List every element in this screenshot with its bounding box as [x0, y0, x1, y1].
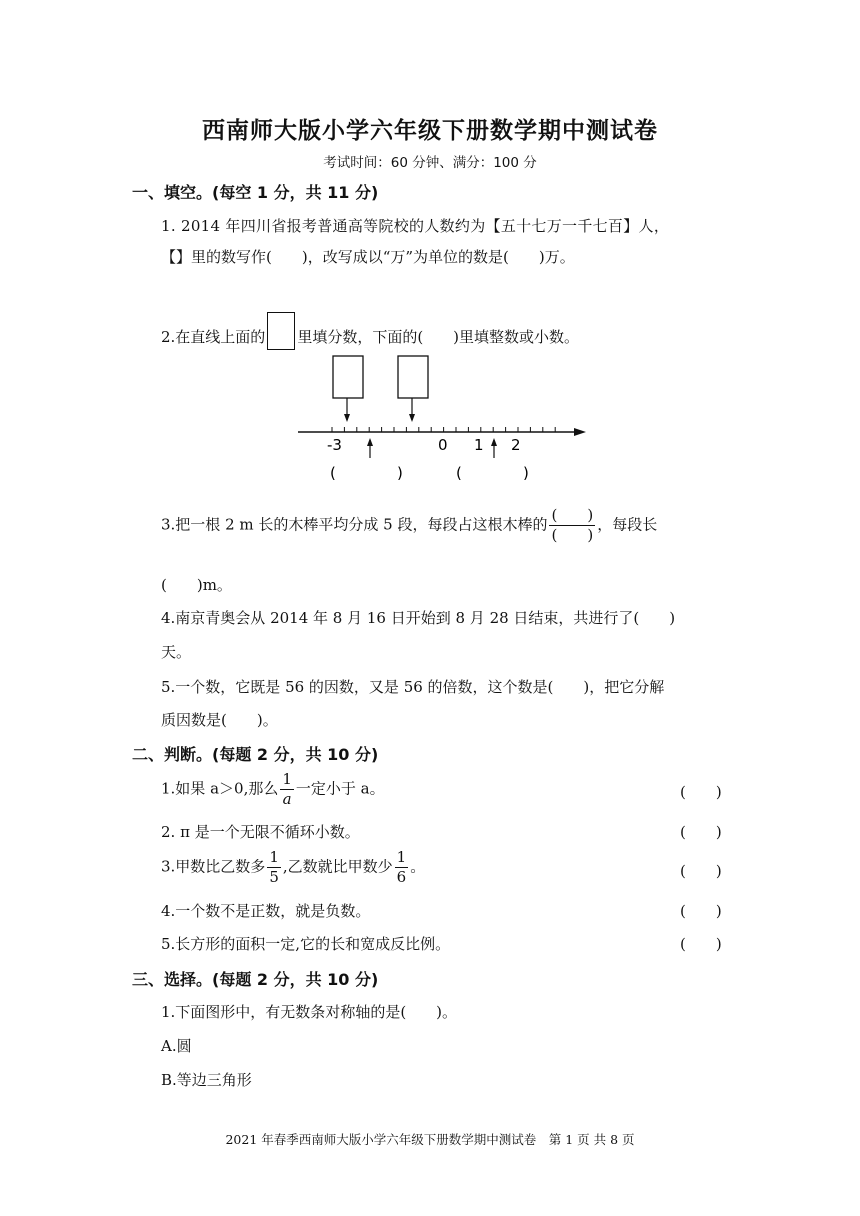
q1-3-fraction: [549, 508, 595, 543]
tick-label-0: 0: [438, 436, 448, 454]
fraction-numerator: 1: [269, 848, 279, 866]
paren-left-close: ): [397, 464, 403, 482]
judge-item-2: 2. π 是一个无限不循环小数。: [161, 823, 360, 841]
axis-ticks: [332, 427, 555, 432]
fraction-numerator: ( ): [551, 506, 594, 524]
judge-3-fraction-2: [395, 850, 409, 885]
q1-1-line1: 1. 2014 年四川省报考普通高等院校的人数约为【五十七万一千七百】人，: [161, 217, 670, 235]
choice-option-b: B.等边三角形: [161, 1071, 252, 1089]
choice-option-a: A.圆: [161, 1037, 192, 1055]
number-line-figure: [290, 350, 600, 490]
judge-3-before: 3.甲数比乙数多: [161, 857, 266, 876]
paren-right-open: (: [456, 464, 462, 482]
tick-label-1: 1: [474, 436, 484, 454]
fraction-numerator: 1: [282, 770, 292, 788]
tick-label-2: 2: [511, 436, 521, 454]
q1-3-line2: ( )m。: [161, 576, 232, 594]
judge-1-answer-paren: ( ): [680, 783, 722, 801]
arrowhead-up-left: [367, 438, 373, 446]
judge-1-after: 一定小于 a。: [295, 779, 385, 798]
q1-3-line1: [161, 508, 657, 543]
upper-box-right: [398, 356, 428, 398]
judge-1-fraction: [280, 772, 294, 807]
q1-2-text-before: 2.在直线上面的: [161, 328, 266, 346]
judge-item-5: 5.长方形的面积一定,它的长和宽成反比例。: [161, 935, 451, 953]
section-1-heading: 一、填空。(每空 1 分，共 11 分): [132, 183, 379, 202]
upper-box-left: [333, 356, 363, 398]
q1-5-line2: 质因数是( )。: [161, 711, 278, 729]
judge-3-middle: ,乙数就比甲数少: [282, 857, 393, 876]
judge-item-1: [161, 772, 385, 807]
fraction-denominator: 5: [269, 868, 279, 886]
section-3-heading: 三、选择。(每题 2 分，共 10 分): [132, 970, 379, 989]
fraction-denominator: 6: [396, 868, 407, 886]
judge-5-answer-paren: ( ): [680, 935, 722, 953]
paren-right-close: ): [523, 464, 529, 482]
arrowhead-down-right: [409, 414, 415, 422]
judge-4-answer-paren: ( ): [680, 902, 722, 920]
q1-4-line1: 4.南京青奥会从 2014 年 8 月 16 日开始到 8 月 28 日结束，共进行了( ): [161, 609, 676, 627]
page-title: 西南师大版小学六年级下册数学期中测试卷: [202, 118, 658, 144]
q1-3-text-before: 3.把一根 2 m 长的木棒平均分成 5 段，每段占这根木棒的: [161, 515, 548, 534]
judge-item-3: [161, 850, 425, 885]
q1-4-line2: 天。: [161, 643, 192, 661]
section-2-heading: 二、判断。(每题 2 分，共 10 分): [132, 745, 379, 764]
axis-arrowhead: [574, 428, 586, 436]
exam-info: 考试时间：60 分钟、满分：100 分: [323, 155, 537, 171]
q1-2-line: [161, 312, 579, 350]
judge-2-answer-paren: ( ): [680, 823, 722, 841]
q1-3-text-after: ，每段长: [597, 515, 658, 534]
q1-5-line1: 5.一个数，它既是 56 的因数，又是 56 的倍数，这个数是( )，把它分解: [161, 678, 665, 696]
paren-left-open: (: [330, 464, 336, 482]
fraction-box-icon: [267, 312, 295, 350]
fraction-denominator: a: [282, 790, 292, 808]
judge-item-4: 4.一个数不是正数，就是负数。: [161, 902, 371, 920]
fraction-numerator: 1: [396, 848, 407, 866]
q1-1-line2: 【】里的数写作( )，改写成以“万”为单位的数是( )万。: [161, 248, 575, 266]
judge-3-answer-paren: ( ): [680, 862, 722, 880]
arrowhead-up-right: [491, 438, 497, 446]
judge-1-before: 1.如果 a＞0,那么: [161, 779, 279, 798]
fraction-denominator: ( ): [551, 526, 594, 544]
arrowhead-down-left: [344, 414, 350, 422]
judge-3-fraction-1: [267, 850, 281, 885]
q1-2-text-after: 里填分数，下面的( )里填整数或小数。: [297, 328, 580, 346]
choice-q1: 1.下面图形中，有无数条对称轴的是( )。: [161, 1003, 458, 1021]
tick-label-minus3: -3: [327, 436, 342, 454]
judge-3-after: 。: [410, 857, 426, 876]
page-footer: 2021 年春季西南师大版小学六年级下册数学期中测试卷 第 1 页 共 8 页: [225, 1132, 635, 1147]
